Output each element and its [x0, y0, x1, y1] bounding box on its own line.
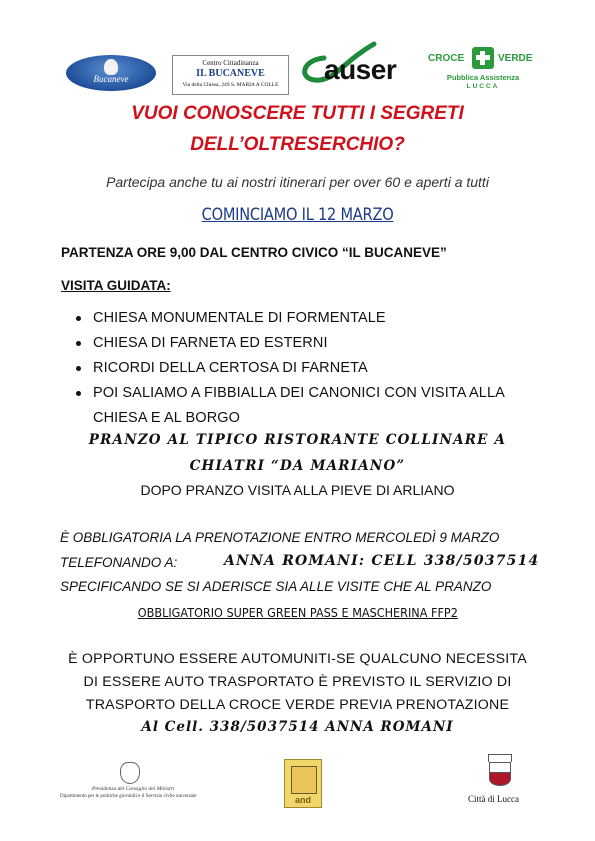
croce-verde-logo [428, 47, 538, 95]
centro-logo-line1: Centro Cittadinanza [202, 59, 259, 67]
building-icon [291, 766, 317, 794]
visit-list [76, 306, 546, 431]
start-date: COMINCIAMO IL 12 MARZO [201, 205, 394, 225]
green-pass-requirement: OBBLIGATORIO SUPER GREEN PASS E MASCHERINA FFP2 [137, 605, 458, 620]
visita-heading: VISITA GUIDATA: [61, 278, 171, 293]
centro-bucaneve-logo [172, 55, 289, 95]
list-item [76, 331, 546, 356]
subtitle: Partecipa anche tu ai nostri itinerari per over 60 e aperti a tutti [106, 174, 489, 190]
lucca-label: Città di Lucca [468, 794, 519, 804]
booking-line3: SPECIFICANDO SE SI ADERISCE SIA ALLE VISITE CHE AL PRANZO [60, 579, 492, 594]
cominciamo-wrap [0, 205, 595, 225]
croce-text: CROCE [428, 53, 465, 64]
bucaneve-logo [66, 55, 156, 91]
italian-republic-emblem-icon [120, 762, 140, 784]
transport-line3: TRASPORTO DELLA CROCE VERDE PREVIA PRENOTAZIONE [85, 697, 510, 713]
transport-line1: È OPPORTUNO ESSERE AUTOMUNITI-SE QUALCUNO NECESSITA [68, 651, 527, 667]
verde-text: VERDE [498, 53, 533, 64]
transport-contact: Al Cell. 338/5037514 ANNA ROMANI [141, 719, 454, 735]
auser-logo-text: auser [324, 54, 397, 85]
croce-logo-line3: LUCCA [466, 83, 500, 90]
gov-line1: Presidenza del Consiglio dei Ministri [92, 786, 175, 792]
list-item [76, 306, 546, 331]
list-item-text: CHIESA MONUMENTALE DI FORMENTALE [93, 310, 386, 326]
booking-line1: È OBBLIGATORIA LA PRENOTAZIONE ENTRO MERCOLEDÌ 9 MARZO [60, 530, 500, 545]
list-item-text: RICORDI DELLA CERTOSA DI FARNETA [93, 360, 368, 376]
snowdrop-icon [104, 59, 118, 75]
list-item [76, 356, 546, 381]
lucca-shield-icon [486, 754, 512, 784]
green-pass-wrap [0, 604, 595, 622]
departure-info: PARTENZA ORE 9,00 DAL CENTRO CIVICO “IL BUCANEVE” [61, 245, 447, 260]
lunch-line2: CHIATRI “DA MARIANO” [189, 458, 406, 474]
croce-logo-line2: Pubblica Assistenza [446, 73, 520, 82]
lunch-line1: PRANZO AL TIPICO RISTORANTE COLLINARE A [88, 432, 507, 448]
auser-logo [296, 38, 421, 88]
list-item-text: POI SALIAMO A FIBBIALLA DEI CANONICI CON VISITA ALLA CHIESA E AL BORGO [93, 385, 505, 426]
bullet-icon [76, 391, 81, 396]
bullet-icon [76, 341, 81, 346]
transport-line2: DI ESSERE AUTO TRASPORTATO È PREVISTO IL SERVIZIO DI [83, 674, 512, 690]
and-logo-text: and [294, 795, 311, 805]
centro-logo-line2: IL BUCANEVE [196, 68, 265, 79]
bullet-icon [76, 366, 81, 371]
booking-telefonando: TELEFONANDO A: [60, 555, 178, 570]
gov-line2: Dipartimento per le politiche giovanili e il Servizio civile universale [60, 794, 197, 799]
title-line2: DELL’OLTRESERCHIO? [190, 134, 405, 155]
and-logo [284, 759, 322, 808]
list-item [76, 381, 546, 431]
bullet-icon [76, 316, 81, 321]
booking-contact: ANNA ROMANI: CELL 338/5037514 [224, 553, 540, 569]
centro-logo-line3: Via della Chiesa, 249 S. MARIA A COLLE [182, 82, 279, 88]
bucaneve-logo-text: Bucaneve [93, 74, 129, 84]
list-item-text: CHIESA DI FARNETA ED ESTERNI [93, 335, 328, 351]
after-lunch: DOPO PRANZO VISITA ALLA PIEVE DI ARLIANO [140, 482, 455, 498]
title-line1: VUOI CONOSCERE TUTTI I SEGRETI [131, 103, 464, 124]
